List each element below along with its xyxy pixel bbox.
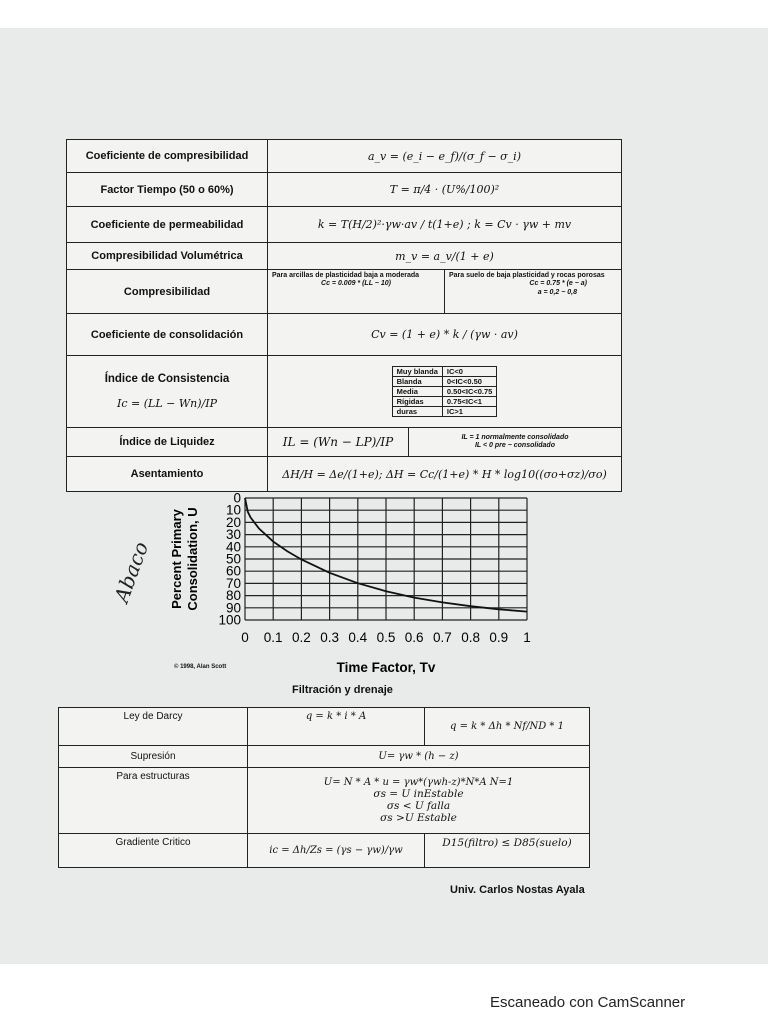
- note-right: Para suelo de baja plasticidad y rocas porosas: [449, 272, 605, 279]
- handwritten-note: Abaco: [109, 538, 154, 606]
- y-tick-label: 70: [225, 575, 241, 591]
- row-label: Coeficiente de compresibilidad: [67, 140, 268, 173]
- row-label: Supresión: [59, 746, 248, 768]
- row-formula-2: D15(filtro) ≤ D85(suelo): [425, 834, 590, 868]
- x-tick-label: 0: [241, 630, 249, 645]
- x-tick-label: 0.3: [320, 630, 339, 645]
- x-tick-label: 0.5: [376, 630, 396, 645]
- row-label: Gradiente Critico: [59, 834, 248, 868]
- cons-name: Blanda: [392, 377, 442, 387]
- x-tick-label: 0.9: [489, 630, 509, 645]
- cons-range: 0.75<IC<1: [442, 397, 496, 407]
- compresibilidad-cell: [268, 270, 622, 314]
- note-left: Para arcillas de plasticidad baja a moderada: [272, 272, 420, 279]
- y-tick-label: 30: [225, 527, 241, 543]
- row-label: Asentamiento: [67, 457, 268, 492]
- cons-range: 0.50<IC<0.75: [442, 387, 496, 397]
- y-tick-label: 60: [225, 563, 241, 579]
- estructuras-line-4: σs >U Estable: [380, 812, 457, 824]
- liquidez-cell: [268, 428, 622, 457]
- row-label: Coeficiente de permeabilidad: [67, 207, 268, 243]
- row-formula-2: q = k * Δh * Nf/ND * 1: [425, 708, 590, 746]
- x-tick-label: 0.2: [292, 630, 311, 645]
- x-axis-label: Time Factor, Tv: [336, 660, 436, 675]
- consolidation-chart: [160, 490, 550, 680]
- estructuras-line-2: σs = U inEstable: [373, 788, 464, 800]
- y-tick-label: 40: [225, 539, 241, 555]
- cons-range: 0<IC<0.50: [442, 377, 496, 387]
- estructuras-cell: [248, 768, 590, 834]
- y-tick-label: 20: [225, 514, 241, 530]
- formula-right-2: a = 0,2 − 0,8: [537, 288, 577, 296]
- y-tick-label: 0: [233, 490, 241, 506]
- y-tick-label: 50: [225, 551, 241, 567]
- cons-name: duras: [392, 407, 442, 417]
- row-label: Compresibilidad Volumétrica: [67, 243, 268, 270]
- row-formula: k = T(H/2)²·γw·av / t(1+e) ; k = Cv · γw + mv: [268, 207, 622, 243]
- row-formula: m_v = a_v/(1 + e): [268, 243, 622, 270]
- cons-name: Rígidas: [392, 397, 442, 407]
- row-formula: q = k * i * A: [248, 708, 425, 746]
- x-tick-label: 0.6: [404, 630, 424, 645]
- cons-range: IC>1: [442, 407, 496, 417]
- x-tick-label: 0.8: [461, 630, 480, 645]
- row-label: Compresibilidad: [67, 270, 268, 314]
- formula-right: Cc = 0.75 * (e − a): [529, 280, 587, 288]
- y-tick-label: 100: [218, 612, 241, 628]
- formula-table-consolidation: [66, 139, 622, 492]
- row-formula: IL = (Wn − LP)/IP: [268, 428, 409, 456]
- row-label: Coeficiente de consolidación: [67, 314, 268, 356]
- y-axis-label: Percent Primary: [169, 509, 184, 609]
- row-formula: ΔH/H = Δe/(1+e); ΔH = Cc/(1+e) * H * log10((σo+σz)/σo): [268, 457, 622, 492]
- row-label: Factor Tiempo (50 o 60%): [67, 173, 268, 207]
- camscanner-footer: Escaneado con CamScanner: [490, 994, 686, 1011]
- row-label: Índice de Liquidez: [67, 428, 268, 457]
- liquidez-note-1: IL = 1 normalmente consolidado: [461, 433, 569, 441]
- consistency-table: [392, 366, 498, 417]
- consistency-label-cell: [67, 356, 268, 428]
- row-label: Para estructuras: [59, 768, 248, 834]
- row-label: Índice de Consistencia: [104, 373, 230, 385]
- row-formula: Cv = (1 + e) * k / (γw · av): [268, 314, 622, 356]
- x-tick-label: 0.1: [263, 630, 283, 645]
- y-tick-label: 10: [225, 502, 241, 518]
- y-tick-label: 80: [225, 588, 241, 604]
- estructuras-line-3: σs < U falla: [386, 800, 451, 812]
- y-axis-label-line-2: Consolidation, U: [185, 507, 200, 611]
- liquidez-note-2: IL < 0 pre − consolidado: [474, 442, 555, 449]
- formula-left: Cc = 0.009 * (LL − 10): [321, 280, 391, 288]
- x-tick-label: 0.7: [433, 630, 452, 645]
- copyright-text: © 1998, Alan Scott: [174, 664, 227, 670]
- row-label: Ley de Darcy: [59, 708, 248, 746]
- row-formula: Ic = (LL − Wn)/IP: [117, 397, 217, 410]
- formula-table-filtration: [58, 707, 590, 868]
- row-formula: a_v = (e_i − e_f)/(σ_f − σ_i): [268, 140, 622, 173]
- row-formula: U= γw * (h − z): [248, 746, 590, 768]
- y-tick-label: 90: [225, 600, 241, 616]
- author-name: Univ. Carlos Nostas Ayala: [450, 884, 585, 896]
- cons-range: IC<0: [442, 367, 496, 377]
- row-formula: T = π/4 · (U%/100)²: [268, 173, 622, 207]
- x-tick-label: 1: [523, 630, 531, 645]
- cons-name: Media: [392, 387, 442, 397]
- cons-name: Muy blanda: [392, 367, 442, 377]
- row-formula: ic = Δh/Zs = (γs − γw)/γw: [248, 834, 425, 868]
- row-formula: U= N * A * u = γw*(γwh-z)*N*A N=1: [323, 777, 514, 788]
- x-tick-label: 0.4: [348, 630, 368, 645]
- section-title: Filtración y drenaje: [292, 684, 393, 696]
- consistency-cell: [268, 356, 622, 428]
